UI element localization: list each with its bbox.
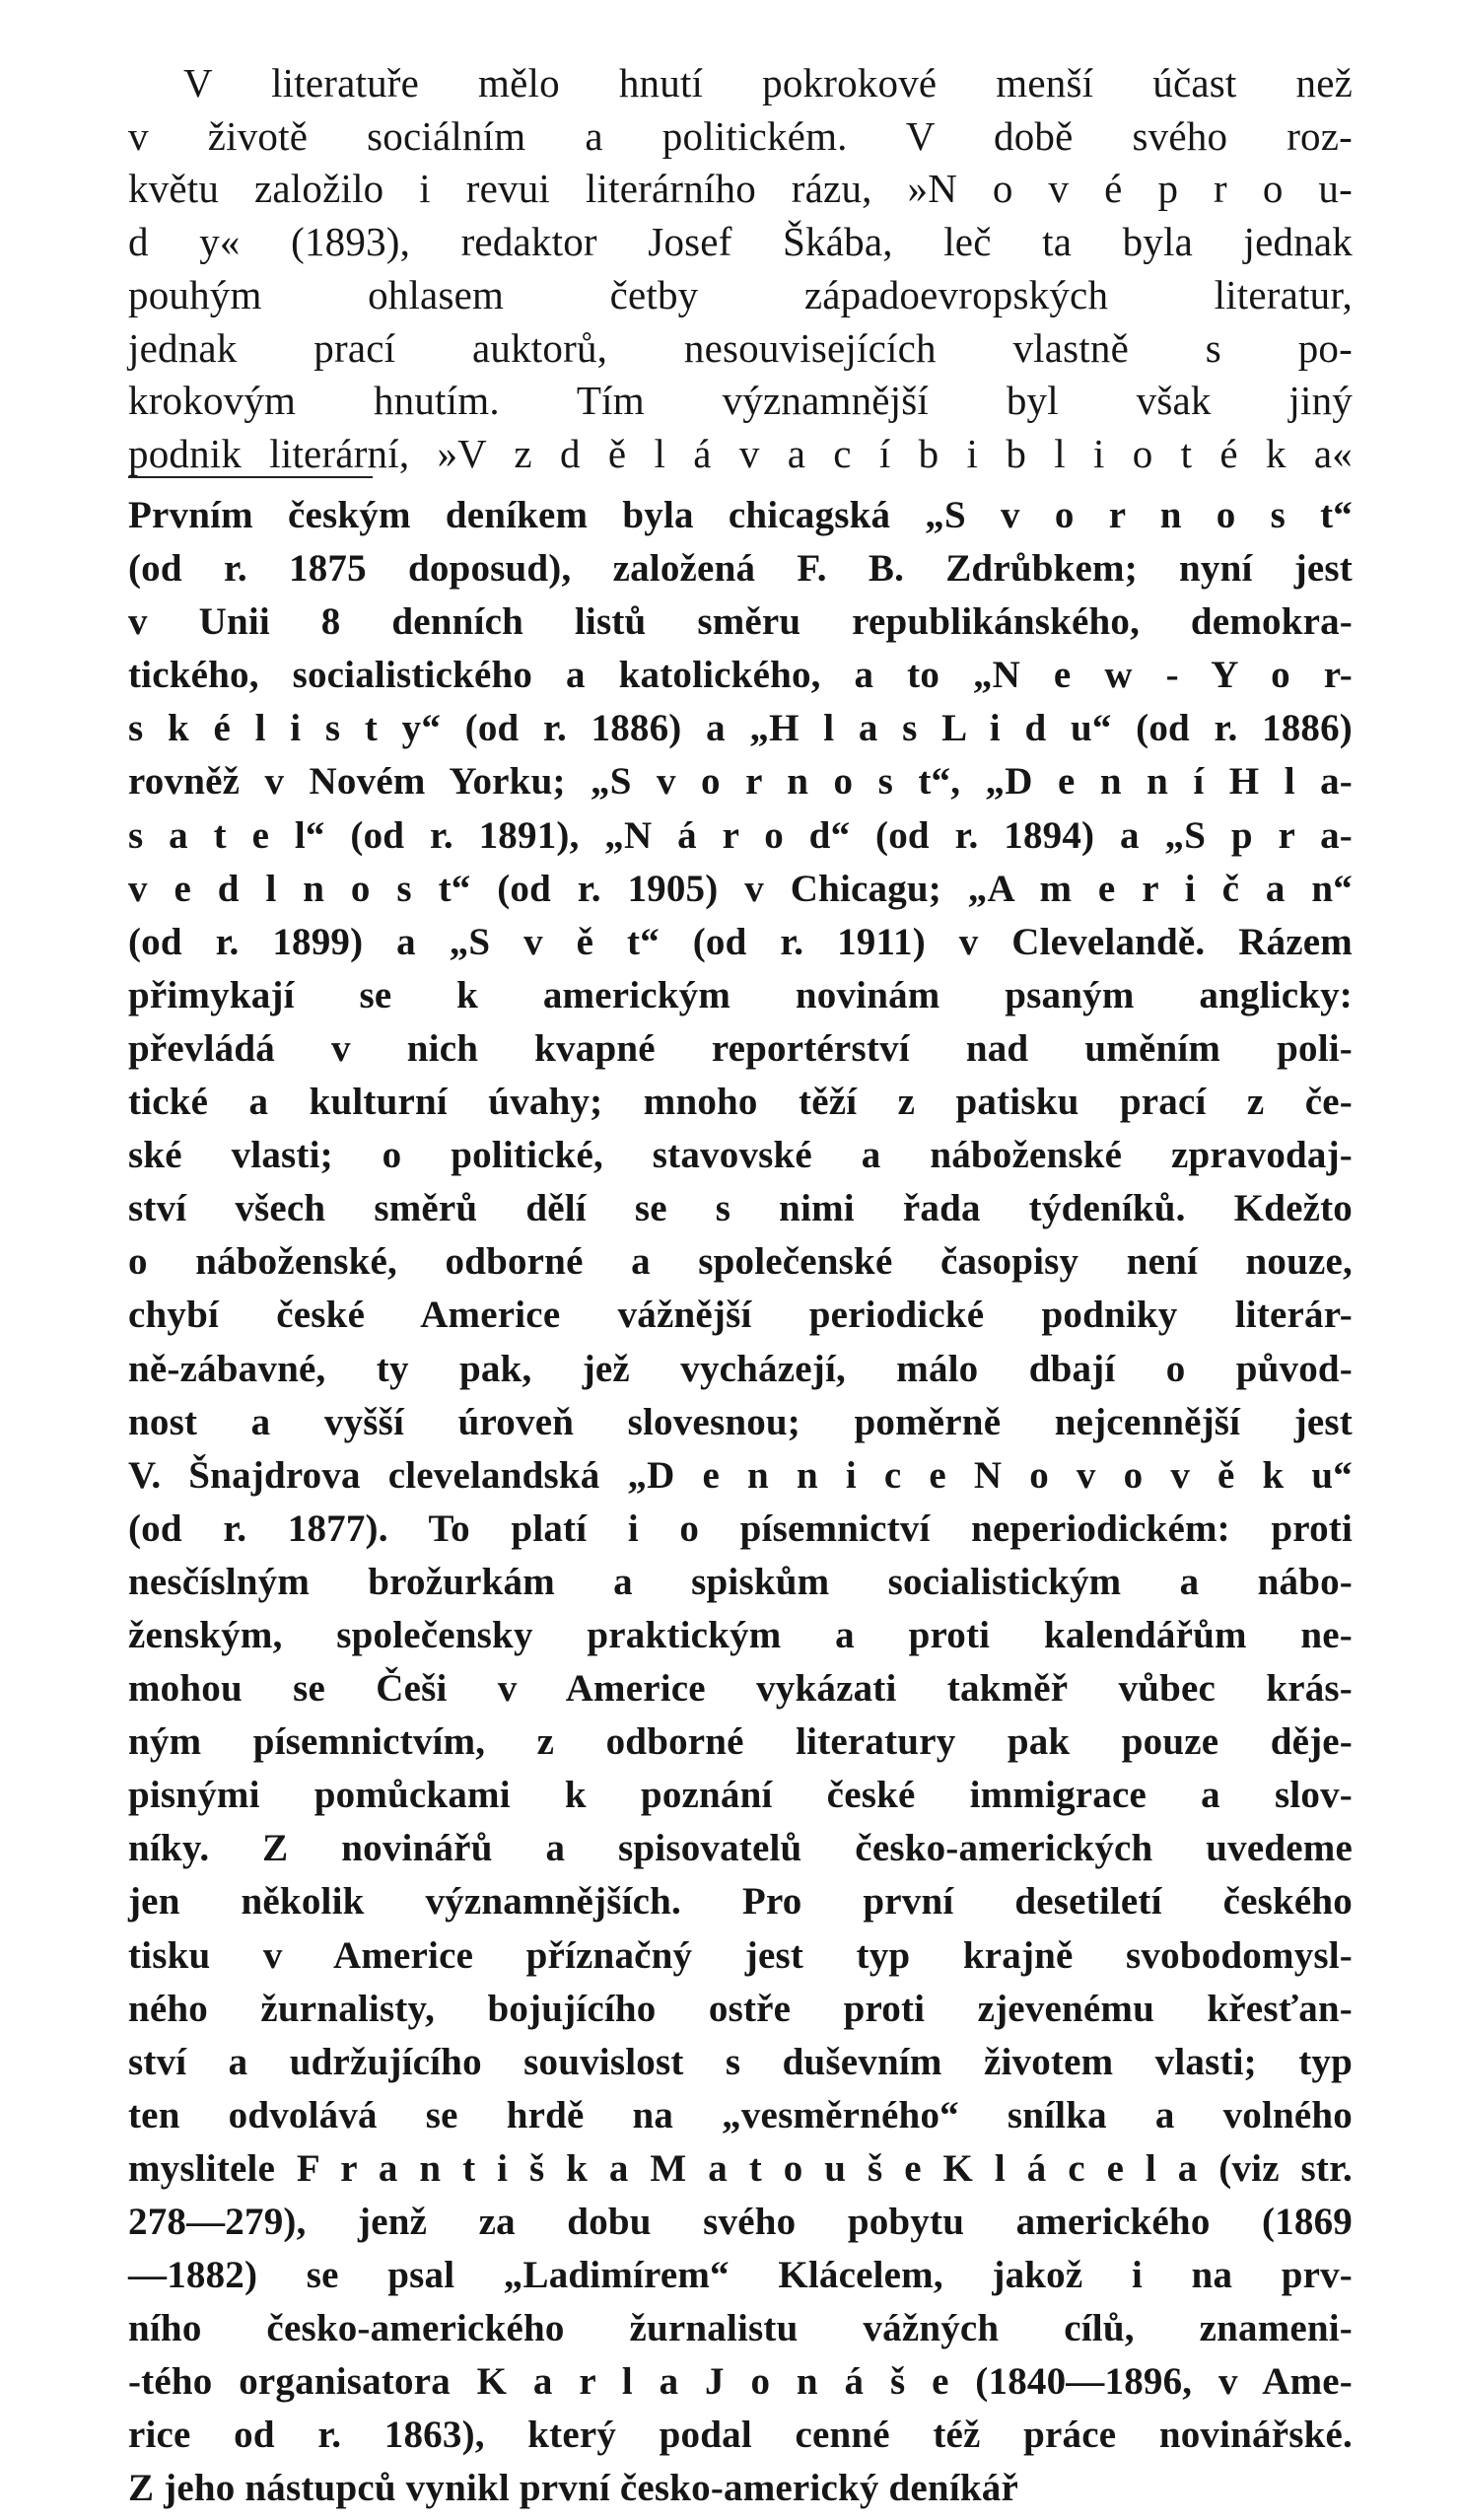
footnote-line: ten odvolává se hrdě na „vesměrného“ snílka a volného	[128, 2093, 1353, 2136]
footnote-line: ství a udržujícího souvislost s duševním životem vlasti; typ	[128, 2040, 1353, 2083]
footnote-line: (od r. 1875 doposud), založená F. B. Zdrůbkem; nyní jest	[128, 547, 1353, 591]
footnote-line: ným písemnictvím, z odborné literatury pak pouze děje-	[128, 1720, 1353, 1764]
footnote-line: —1882) se psal „Ladimírem“ Klácelem, jakož i na prv-	[128, 2254, 1353, 2297]
footnote-line: -tého organisatora K a r l a J o n á š e (1840—1896, v Ame-	[128, 2360, 1353, 2404]
footnote	[128, 489, 1353, 2516]
text-line: V literatuře mělo hnutí pokrokové menší účast než	[183, 60, 1353, 105]
text-line: v životě sociálním a politickém. V době svého roz-	[128, 112, 1353, 159]
footnote-line: tického, socialistického a katolického, a to „N e w - Y o r-	[128, 654, 1353, 697]
footnote-line: Z jeho nástupců vynikl první česko-americký deníkář	[128, 2467, 1018, 2510]
main-text	[128, 57, 1353, 481]
footnote-line: nesčíslným brožurkám a spiskům socialistickým a nábo-	[128, 1560, 1353, 1603]
footnote-line: jen několik významnějších. Pro první desetiletí českého	[128, 1880, 1353, 1924]
footnote-line: ního česko-amerického žurnalistu vážných cílů, znameni-	[128, 2307, 1353, 2350]
footnote-line: Prvním českým deníkem byla chicagská „S v o r n o s t“	[128, 494, 1353, 536]
footnote-line: s k é l i s t y“ (od r. 1886) a „H l a s L i d u“ (od r. 1886)	[128, 707, 1353, 750]
footnote-line: 278—279), jenž za dobu svého pobytu amerického (1869	[128, 2201, 1353, 2243]
footnote-line: chybí české Americe vážnější periodické podniky literár-	[128, 1294, 1353, 1337]
footnote-line: V. Šnajdrova clevelandská „D e n n i c e N o v o v ě k u“	[128, 1453, 1353, 1497]
footnote-line: s a t e l“ (od r. 1891), „N á r o d“ (od r. 1894) a „S p r a-	[128, 813, 1353, 857]
footnote-line: převládá v nich kvapné reportérství nad uměním poli-	[128, 1026, 1353, 1070]
footnote-line: v Unii 8 denních listů směru republikánského, demokra-	[128, 600, 1353, 644]
footnote-line: nost a vyšší úroveň slovesnou; poměrně nejcennější jest	[128, 1400, 1353, 1443]
text-line: květu založilo i revui literárního rázu, »N o v é p r o u-	[128, 166, 1353, 212]
footnote-line: rice od r. 1863), který podal cenné též práce novinářské.	[128, 2414, 1353, 2457]
footnote-line: rovněž v Novém Yorku; „S v o r n o s t“, „D e n n í H l a-	[128, 760, 1353, 804]
text-line: pouhým ohlasem četby západoevropských literatur,	[128, 271, 1353, 317]
footnote-line: ného žurnalisty, bojujícího ostře proti zjevenému křesťan-	[128, 1987, 1353, 2030]
footnote-line: (od r. 1899) a „S v ě t“ (od r. 1911) v Clevelandě. Rázem	[128, 920, 1353, 963]
footnote-line: mohou se Češi v Americe vykázati takměř vůbec krás-	[128, 1667, 1353, 1711]
footnote-line: ské vlasti; o politické, stavovské a náboženské zpravodaj-	[128, 1134, 1353, 1177]
footnote-line: ženským, společensky praktickým a proti kalendářům ne-	[128, 1613, 1353, 1656]
text-line: krokovým hnutím. Tím významnější byl však jiný	[128, 378, 1353, 424]
footnote-line: (od r. 1877). To platí i o písemnictví neperiodickém: proti	[128, 1506, 1353, 1550]
text-line: d y« (1893), redaktor Josef Škába, leč ta byla jednak	[128, 219, 1353, 265]
footnote-line: tisku v Americe příznačný jest typ krajně svobodomysl-	[128, 1933, 1353, 1977]
footnote-line: pisnými pomůckami k poznání české immigrace a slov-	[128, 1774, 1353, 1817]
footnote-line: ství všech směrů dělí se s nimi řada týdeníků. Kdežto	[128, 1187, 1353, 1230]
footnote-line: níky. Z novinářů a spisovatelů česko-amerických uvedeme	[128, 1827, 1353, 1870]
footnote-line: myslitele F r a n t i š k a M a t o u š e K l á c e l a (viz str.	[128, 2146, 1353, 2190]
footnote-line: v e d l n o s t“ (od r. 1905) v Chicagu; „A m e r i č a n“	[128, 867, 1353, 910]
footnote-line: tické a kulturní úvahy; mnoho těží z patisku prací z če-	[128, 1081, 1353, 1124]
footnote-line: o náboženské, odborné a společenské časopisy není nouze,	[128, 1240, 1353, 1284]
footnote-line: ně-zábavné, ty pak, jež vycházejí, málo dbají o původ-	[128, 1347, 1353, 1390]
text-line: podnik literární, »V z d ě l á v a c í b i b l i o t é k a«	[128, 430, 1353, 476]
footnote-divider	[128, 476, 373, 478]
footnote-line: přimykají se k americkým novinám psaným anglicky:	[128, 973, 1353, 1016]
text-line: jednak prací auktorů, nesouvisejících vlastně s po-	[128, 324, 1353, 371]
